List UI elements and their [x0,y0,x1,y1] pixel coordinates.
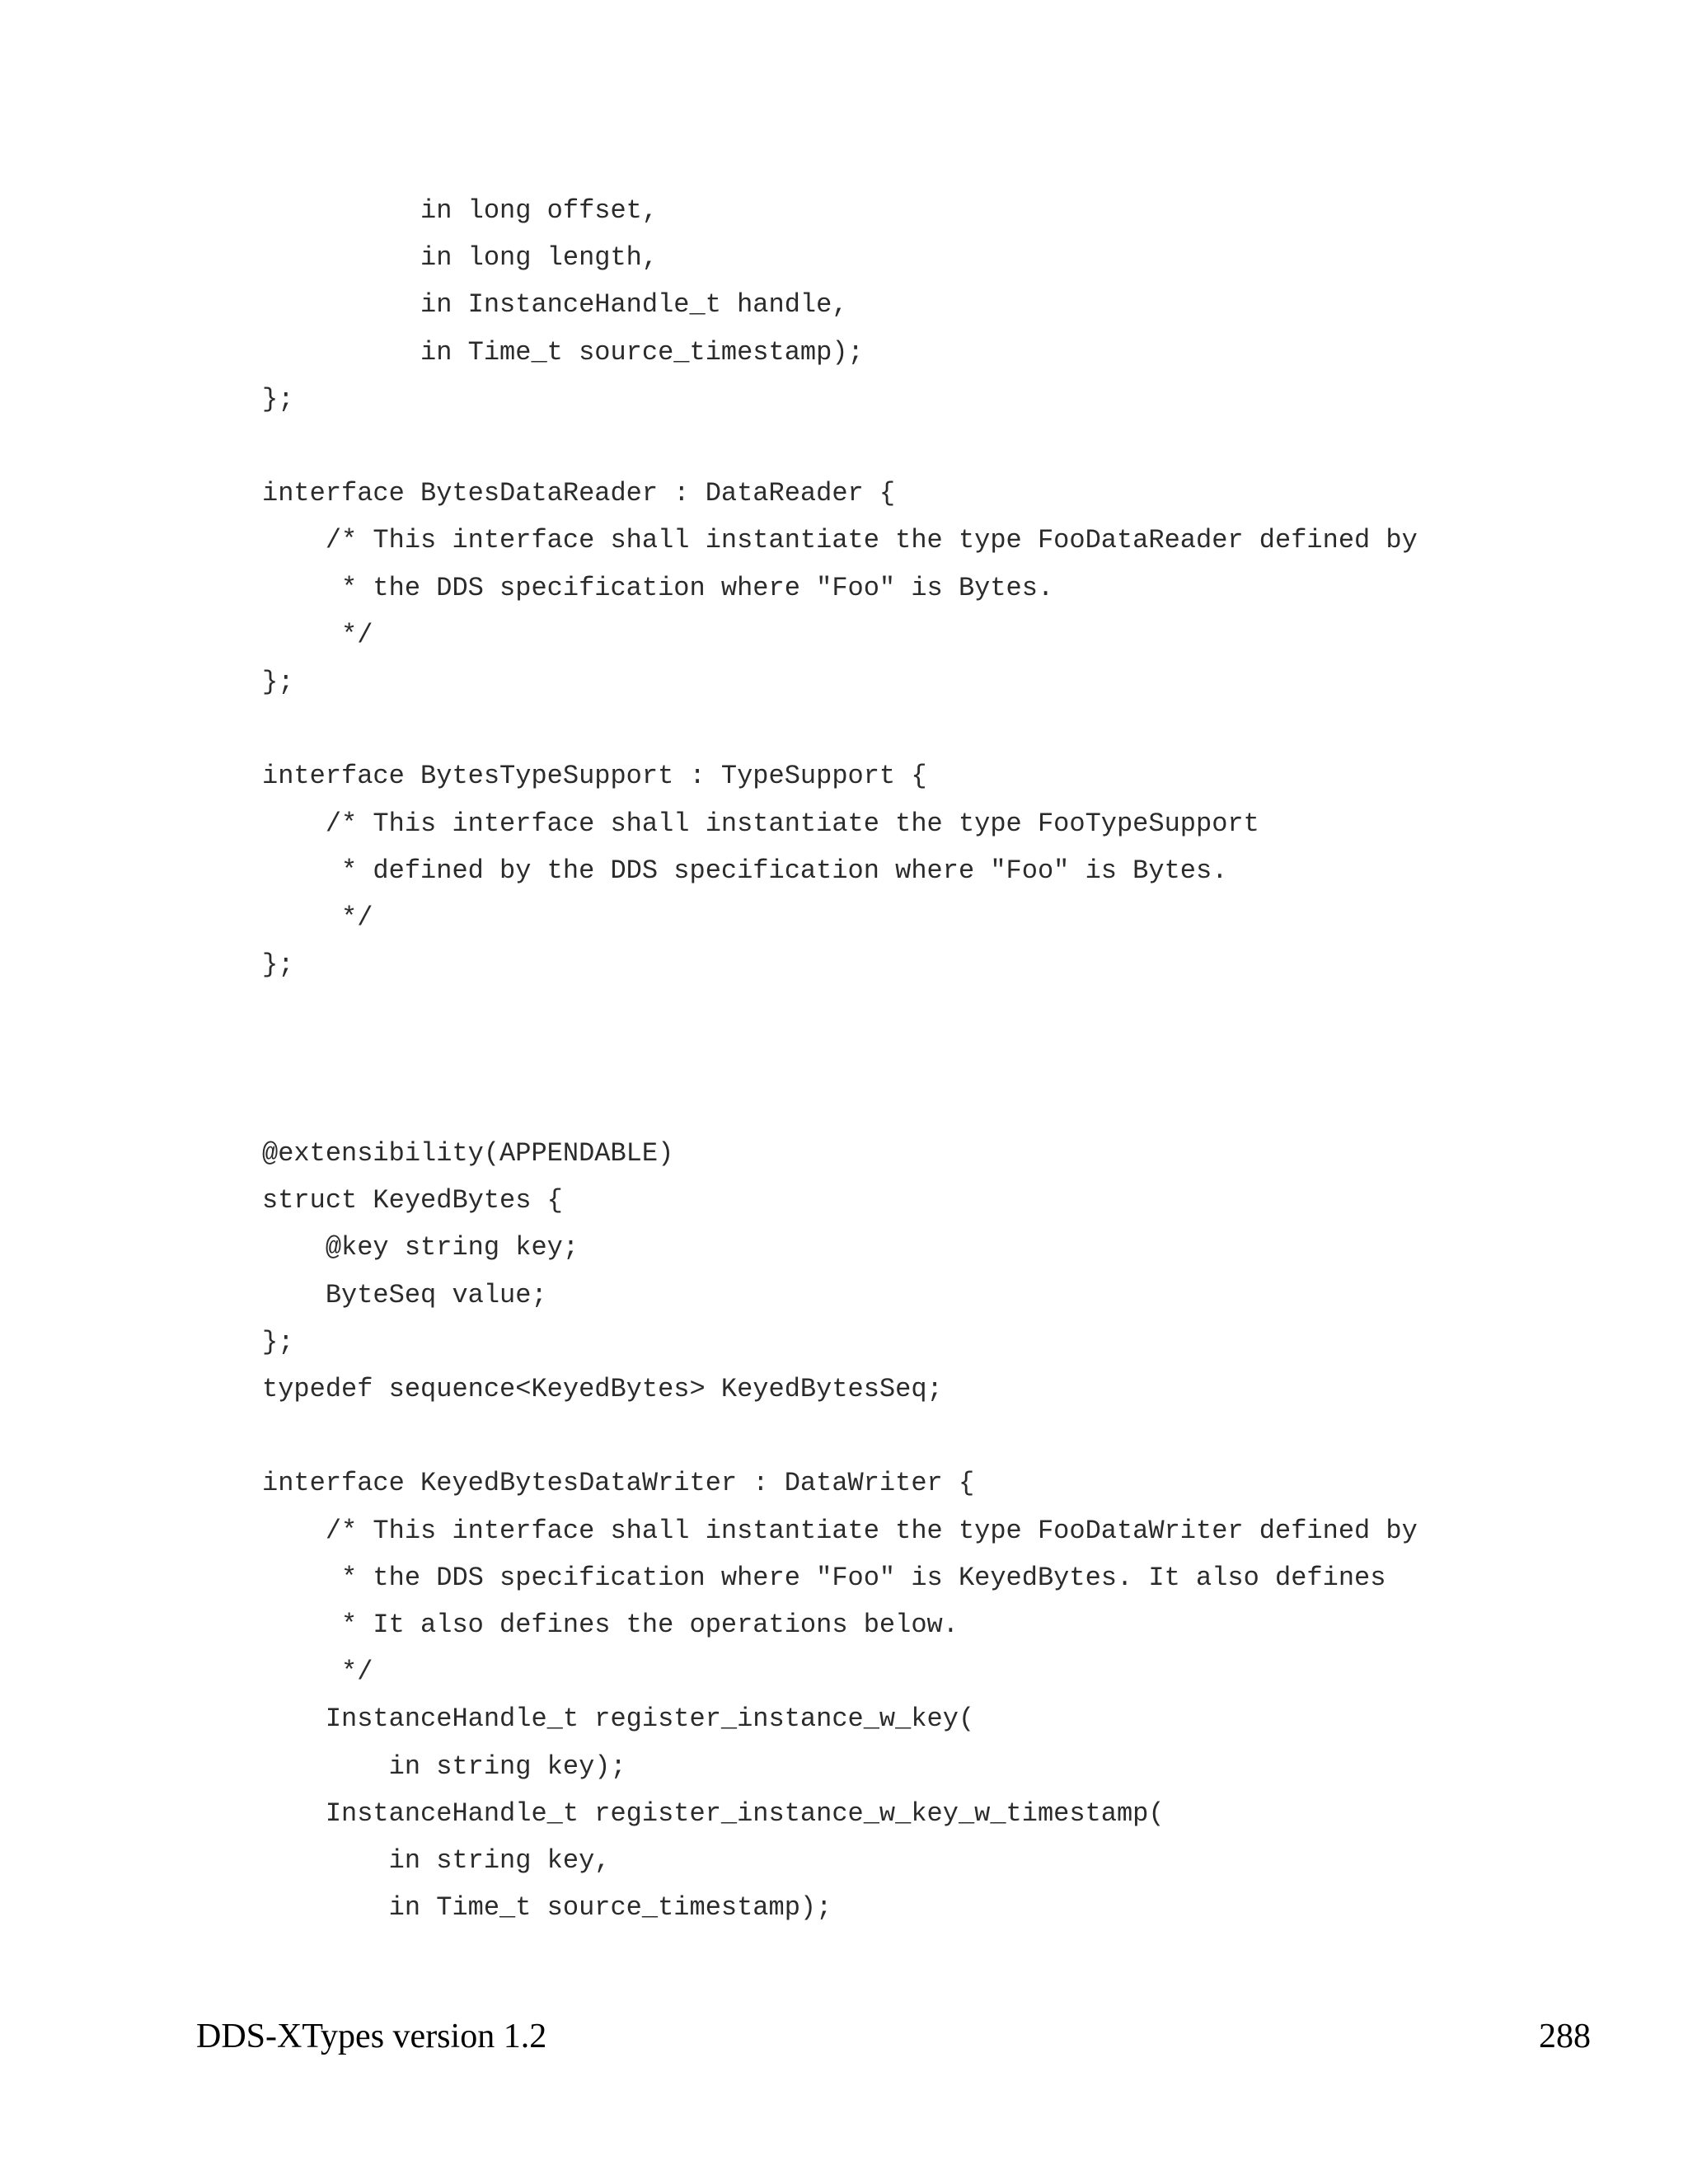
code-line: /* This interface shall instantiate the type FooDataWriter defined by [262,1515,1418,1546]
code-line: */ [262,1657,373,1688]
code-line: }; [262,1326,294,1357]
code-line: /* This interface shall instantiate the type FooTypeSupport [262,808,1259,839]
code-line: in Time_t source_timestamp); [262,1892,832,1924]
code-line: */ [262,902,373,933]
code-line: typedef sequence<KeyedBytes> KeyedBytesSeq; [262,1374,943,1404]
code-line: in string key, [262,1845,611,1876]
code-line: }; [262,949,294,981]
page-number: 288 [1539,2018,1591,2055]
code-line: ByteSeq value; [262,1279,547,1310]
code-line: InstanceHandle_t register_instance_w_key_w_timestamp( [262,1797,1165,1829]
code-line: }; [262,383,294,415]
code-line: * defined by the DDS specification where "Foo" is Bytes. [262,855,1228,886]
code-line: in long offset, [262,195,659,226]
footer-title: DDS-XTypes version 1.2 [196,2018,547,2055]
code-line: * the DDS specification where "Foo" is KeyedBytes. It also defines [262,1562,1386,1593]
code-line: in long length, [262,242,659,274]
code-line: @key string key; [262,1232,579,1263]
code-line: * the DDS specification where "Foo" is Bytes. [262,572,1054,603]
code-line: interface KeyedBytesDataWriter : DataWriter { [262,1468,975,1499]
code-line: InstanceHandle_t register_instance_w_key( [262,1704,975,1735]
code-line: */ [262,619,373,650]
code-line: in Time_t source_timestamp); [262,336,864,368]
code-line: interface BytesDataReader : DataReader { [262,478,896,509]
code-line: interface BytesTypeSupport : TypeSupport { [262,761,927,792]
code-line: }; [262,667,294,697]
code-line: in string key); [262,1750,626,1782]
code-line: * It also defines the operations below. [262,1610,959,1640]
code-line: in InstanceHandle_t handle, [262,289,848,321]
code-line: /* This interface shall instantiate the type FooDataReader defined by [262,525,1418,556]
code-line: @extensibility(APPENDABLE) [262,1138,674,1169]
code-line: struct KeyedBytes { [262,1185,563,1216]
